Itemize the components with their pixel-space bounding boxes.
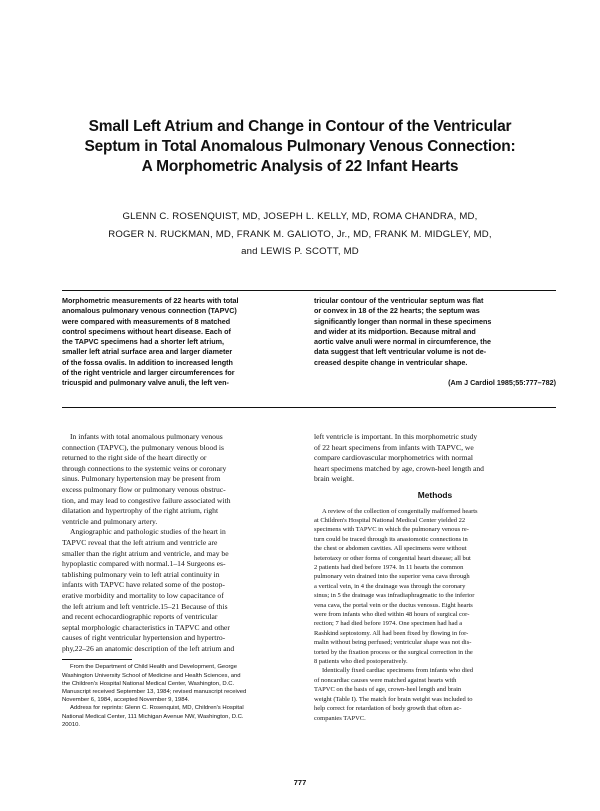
methods-line: were from infants who died within 48 hours of surgical cor- — [314, 611, 470, 619]
author-list — [40, 208, 560, 261]
body-line: TAPVC reveal that the left atrium and ventricle are — [62, 537, 218, 547]
abstract-line: tricuspid and pulmonary valve anuli, the left ven- — [62, 378, 229, 388]
methods-line: A review of the collection of congenitally malformed hearts — [322, 507, 478, 515]
footnote-rule — [62, 659, 132, 660]
footnote-line: Washington University School of Medicine and Health Sciences, and — [62, 672, 241, 679]
abstract-line: or convex in 18 of the 22 hearts; the septum was — [314, 306, 480, 316]
abstract-line: the TAPVC specimens had a shorter left atrium, — [62, 337, 225, 347]
body-line: tion, and may lead to congestive failure associated with — [62, 495, 231, 505]
body-right-column — [314, 432, 556, 723]
methods-line: Identically fixed cardiac specimens from infants who died — [322, 667, 474, 675]
author-line: GLENN C. ROSENQUIST, MD, JOSEPH L. KELLY, MD, ROMA CHANDRA, MD, — [122, 211, 478, 222]
body-line: sinus. Pulmonary hypertension may be present from — [62, 474, 221, 484]
body-line: erative morbidity and mortality to low capacitance of — [62, 590, 224, 600]
footnote-line: From the Department of Child Health and Development, George — [70, 664, 237, 671]
abstract-line: Morphometric measurements of 22 hearts with total — [62, 296, 239, 305]
methods-line: companies TAPVC. — [314, 714, 366, 722]
methods-line: rection; 7 had died before 1974. One specimen had had a — [314, 620, 463, 628]
title-line: A Morphometric Analysis of 22 Infant Hearts — [141, 158, 459, 175]
body-line: In infants with total anomalous pulmonary venous — [70, 432, 223, 441]
footnote-line: 20010. — [62, 721, 81, 728]
methods-line: at Children's Hospital National Medical Center yielded 22 — [314, 516, 466, 524]
body-line: smaller than the right atrium and ventricle, and may be — [62, 548, 229, 558]
methods-line: of noncardiac causes were matched against hearts with — [314, 676, 457, 684]
methods-line: sinus; in 5 the drainage was infradiaphragmatic to the inferior — [314, 592, 475, 600]
methods-line: torted by the fixation process or the surgical correction in the — [314, 648, 473, 656]
body-line: of 22 heart specimens from infants with TAPVC, we — [314, 442, 474, 452]
body-line: Angiographic and pathologic studies of the heart in — [70, 527, 226, 537]
abstract-line: tricular contour of the ventricular septum was flat — [314, 296, 484, 305]
title-line: Septum in Total Anomalous Pulmonary Venous Connection: — [84, 138, 516, 155]
body-line: and recent echocardiographic reports of ventricular — [62, 612, 218, 622]
abstract-line: of the right ventricle and larger circumferences for — [62, 368, 235, 378]
methods-line: TAPVC on the basis of age, crown-heel length and brain — [314, 686, 462, 694]
methods-line: the chest or abdomen cavities. All specimens were without — [314, 545, 467, 553]
abstract-line: were compared with measurements of 8 matched — [62, 316, 231, 326]
footnote-line: the Children's Hospital National Medical Center, Washington, D.C. — [62, 680, 235, 687]
body-line: hypoplastic compared with normal.1–14 Surgeons es- — [62, 559, 226, 569]
footnote-line: National Medical Center, 111 Michigan Avenue NW, Washington, D.C. — [62, 713, 244, 720]
journal-citation: (Am J Cardiol 1985;55:777–782) — [448, 378, 556, 388]
methods-line: weight (Table I). The match for brain weight was included to — [314, 695, 473, 703]
methods-line: specimens with TAPVC in which the pulmonary venous re- — [314, 526, 469, 534]
footnote-line: November 6, 1984, accepted November 9, 1984. — [62, 697, 190, 704]
methods-line: heterotaxy or other forms of congenital heart disease; all but — [314, 554, 471, 562]
body-left-column — [62, 432, 302, 729]
body-line: excess pulmonary flow or pulmonary venous obstruc- — [62, 484, 226, 494]
methods-line: pulmonary vein drained into the superior vena cava through — [314, 573, 470, 581]
article-title — [40, 117, 560, 177]
body-line: through connections to the systemic veins or coronary — [62, 463, 227, 473]
methods-line: Rashkind septostomy. All had been fixed by flowing in for- — [314, 629, 469, 637]
methods-heading: Methods — [417, 489, 453, 500]
body-line: infants with TAPVC have related some of the postop- — [62, 580, 225, 590]
author-line: and LEWIS P. SCOTT, MD — [241, 246, 359, 257]
body-line: brain weight. — [314, 474, 355, 484]
methods-line: 8 patients who died postoperatively. — [314, 658, 408, 666]
body-line: returned to the right side of the heart directly or — [62, 453, 207, 463]
abstract-left-column — [62, 296, 298, 389]
abstract-line: control specimens without heart disease. Each of — [62, 326, 231, 336]
abstract-line: aortic valve anuli were normal in circumference, the — [314, 337, 491, 347]
methods-text — [314, 507, 556, 723]
abstract-bottom-rule — [62, 407, 556, 408]
body-line: the left atrium and left ventricle.15–21 Because of this — [62, 601, 228, 611]
body-line: heart specimens matched by age, crown-heel length and — [314, 463, 484, 473]
abstract-line: of the fossa ovalis. In addition to increased length — [62, 357, 233, 367]
abstract-line: data suggest that left ventricular volume is not de- — [314, 347, 487, 357]
body-line: causes of right ventricular hypertension and hypertro- — [62, 633, 226, 643]
body-line: tablishing pulmonary vein to left atrial continuity in — [62, 569, 220, 579]
body-line: connection (TAPVC), the pulmonary venous blood is — [62, 442, 225, 452]
body-line: left ventricle is important. In this morphometric study — [314, 432, 478, 441]
footnote-line: Manuscript received September 13, 1984; revised manuscript received — [62, 689, 247, 696]
methods-line: 2 patients had died before 1974. In 11 hearts the common — [314, 564, 464, 571]
footnote — [62, 663, 302, 729]
body-line: phy,22–26 an anatomic description of the left atrium and — [62, 643, 235, 653]
abstract-line: and wider at its midportion. Because mitral and — [314, 326, 476, 336]
body-line: ventricle and pulmonary artery. — [62, 516, 158, 526]
body-line: compare cardiovascular morphometrics with normal — [314, 453, 473, 463]
body-line: dilatation and hypertrophy of the right atrium, right — [62, 506, 219, 516]
abstract-line: smaller left atrial surface area and larger diameter — [62, 347, 233, 357]
abstract-line: creased despite change in ventricular shape. — [314, 357, 468, 367]
methods-line: vena cava, the portal vein or the ductus venosus. Eight hearts — [314, 601, 473, 609]
body-line: septal morphologic characteristics in TAPVC and other — [62, 622, 230, 632]
abstract-right-column — [314, 296, 556, 388]
abstract-top-rule — [62, 290, 556, 291]
page-number: 777 — [293, 778, 307, 787]
footnote-line: Address for reprints: Glenn C. Rosenquist, MD, Children's Hospital — [70, 705, 244, 712]
methods-line: malin without being perfused; ventricular shape was not dis- — [314, 639, 472, 647]
methods-line: help correct for retardation of body growth that often ac- — [314, 705, 462, 713]
methods-line: a vertical vein, in 4 the drainage was through the coronary — [314, 582, 466, 590]
title-line: Small Left Atrium and Change in Contour of the Ventricular — [88, 118, 512, 135]
author-line: ROGER N. RUCKMAN, MD, FRANK M. GALIOTO, Jr., MD, FRANK M. MIDGLEY, MD, — [108, 228, 492, 240]
methods-line: turn could be traced through its anastomotic connections in — [314, 535, 468, 543]
abstract-line: anomalous pulmonary venous connection (TAPVC) — [62, 306, 237, 316]
abstract-line: significantly longer than normal in these specimens — [314, 316, 492, 326]
